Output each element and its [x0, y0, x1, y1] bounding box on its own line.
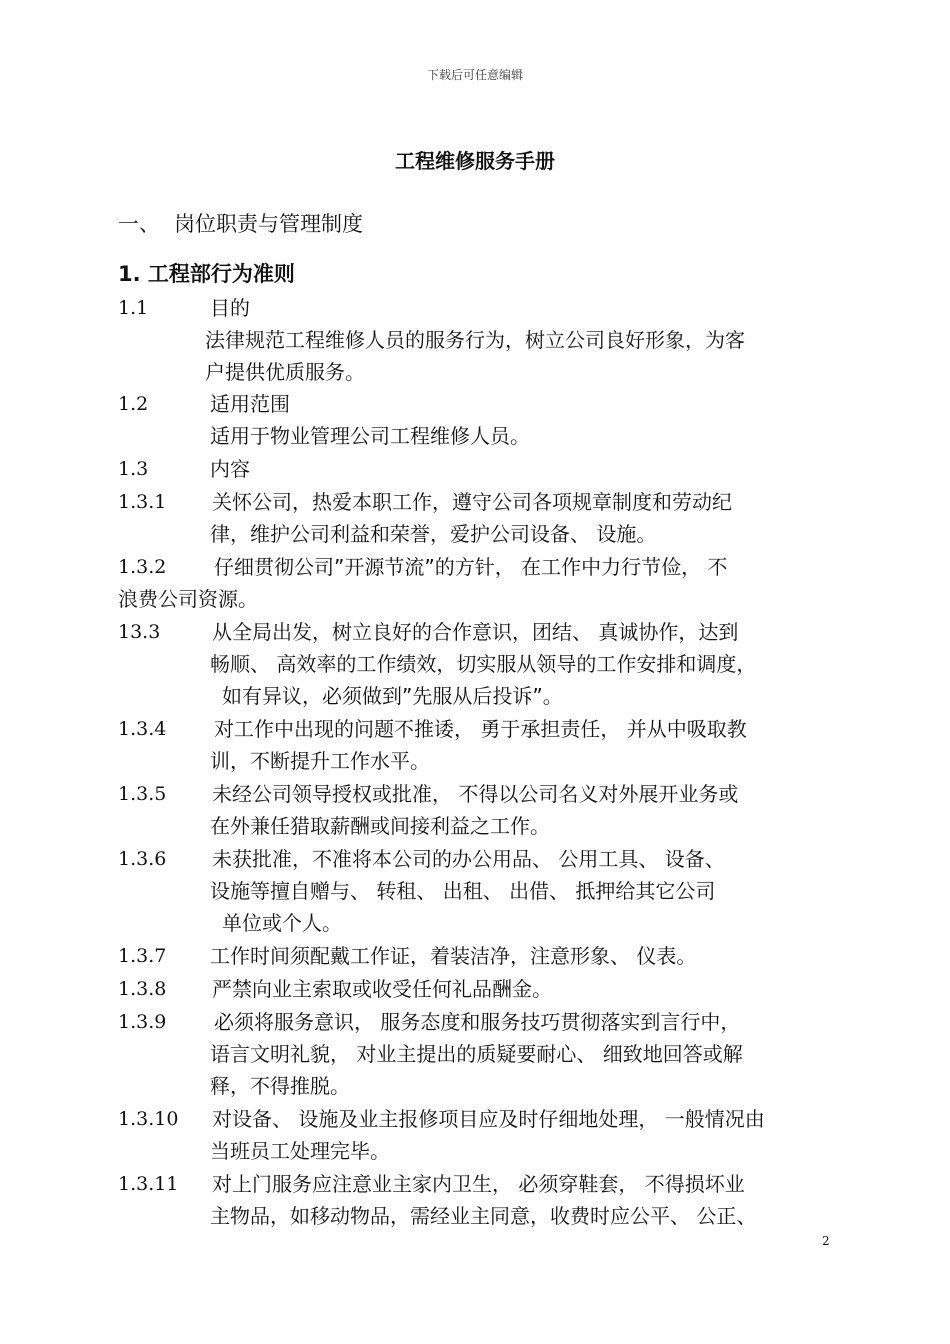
clause-text: 设施等擅自赠与、 转租、 出租、 出借、 抵押给其它公司: [210, 879, 716, 903]
clause-text: 浪费公司资源。: [118, 587, 258, 611]
clause-text: 释，不得推脱。: [210, 1074, 350, 1098]
clause-text: 当班员工处理完毕。: [210, 1139, 390, 1163]
clause-text: 单位或个人。: [222, 911, 342, 935]
clause-text: 在外兼任猎取薪酬或间接利益之工作。: [210, 814, 550, 838]
clause-text: 主物品，如移动物品，需经业主同意，收费时应公平、 公正、: [210, 1204, 757, 1228]
clause-number: 1.3.5: [118, 783, 167, 805]
clause-number: 1.3: [118, 458, 149, 480]
clause-number: 1.3.11: [118, 1173, 179, 1195]
page-number: 2: [822, 1234, 830, 1248]
clause-number: 1.3.10: [118, 1108, 179, 1130]
subsection-heading: 1. 工程部行为准则: [118, 262, 295, 286]
clause-text: 律，维护公司利益和荣誉，爱护公司设备、 设施。: [210, 522, 657, 546]
clause-text: 对上门服务应注意业主家内卫生， 必须穿鞋套， 不得损坏业: [212, 1172, 745, 1196]
clause-number: 13.3: [118, 621, 161, 643]
clause-text: 未获批准，不准将本公司的办公用品、 公用工具、 设备、: [212, 847, 725, 871]
section-heading: [118, 208, 363, 238]
clause-text: 训，不断提升工作水平。: [210, 749, 430, 773]
clause-text: 未经公司领导授权或批准， 不得以公司名义对外展开业务或: [212, 782, 739, 806]
clause-number: 1.3.6: [118, 848, 167, 870]
clause-number: 1.3.7: [118, 945, 167, 967]
clause-number: 1.3.2: [118, 556, 167, 578]
section-number: 一、: [118, 212, 160, 236]
clause-text: 法律规范工程维修人员的服务行为，树立公司良好形象，为客: [205, 328, 745, 352]
clause-text: 适用于物业管理公司工程维修人员。: [210, 424, 530, 448]
clause-text: 工作时间须配戴工作证，着装洁净，注意形象、 仪表。: [210, 944, 697, 968]
clause-text: 适用范围: [210, 392, 290, 416]
clause-text: 严禁向业主索取或收受任何礼品酬金。: [212, 977, 552, 1001]
clause-number: 1.3.4: [118, 718, 167, 740]
clause-text: 对工作中出现的问题不推诿， 勇于承担责任， 并从中吸取教: [214, 717, 747, 741]
clause-number: 1.3.9: [118, 1011, 167, 1033]
clause-text: 语言文明礼貌， 对业主提出的质疑要耐心、 细致地回答或解: [210, 1042, 743, 1066]
clause-text: 畅顺、 高效率的工作绩效，切实服从领导的工作安排和调度，: [210, 652, 757, 676]
clause-text: 如有异议，必须做到”先服从后投诉”。: [222, 684, 563, 708]
section-label: 岗位职责与管理制度: [174, 212, 363, 236]
clause-number: 1.3.1: [118, 491, 167, 513]
document-title: 工程维修服务手册: [395, 149, 555, 173]
clause-text: 从全局出发，树立良好的合作意识，团结、 真诚协作，达到: [212, 620, 739, 644]
header-note: 下载后可任意编辑: [426, 68, 523, 82]
clause-text: 对设备、 设施及业主报修项目应及时仔细地处理， 一般情况由: [212, 1107, 765, 1131]
clause-text: 目的: [210, 296, 250, 320]
clause-number: 1.2: [118, 393, 149, 415]
clause-text: 必须将服务意识， 服务态度和服务技巧贯彻落实到言行中，: [214, 1010, 741, 1034]
clause-number: 1.1: [118, 297, 149, 319]
clause-number: 1.3.8: [118, 978, 167, 1000]
clause-text: 户提供优质服务。: [205, 360, 365, 384]
clause-text: 仔细贯彻公司”开源节流”的方针， 在工作中力行节俭， 不: [214, 555, 728, 579]
clause-text: 关怀公司，热爱本职工作，遵守公司各项规章制度和劳动纪: [212, 490, 732, 514]
clause-text: 内容: [210, 457, 250, 481]
